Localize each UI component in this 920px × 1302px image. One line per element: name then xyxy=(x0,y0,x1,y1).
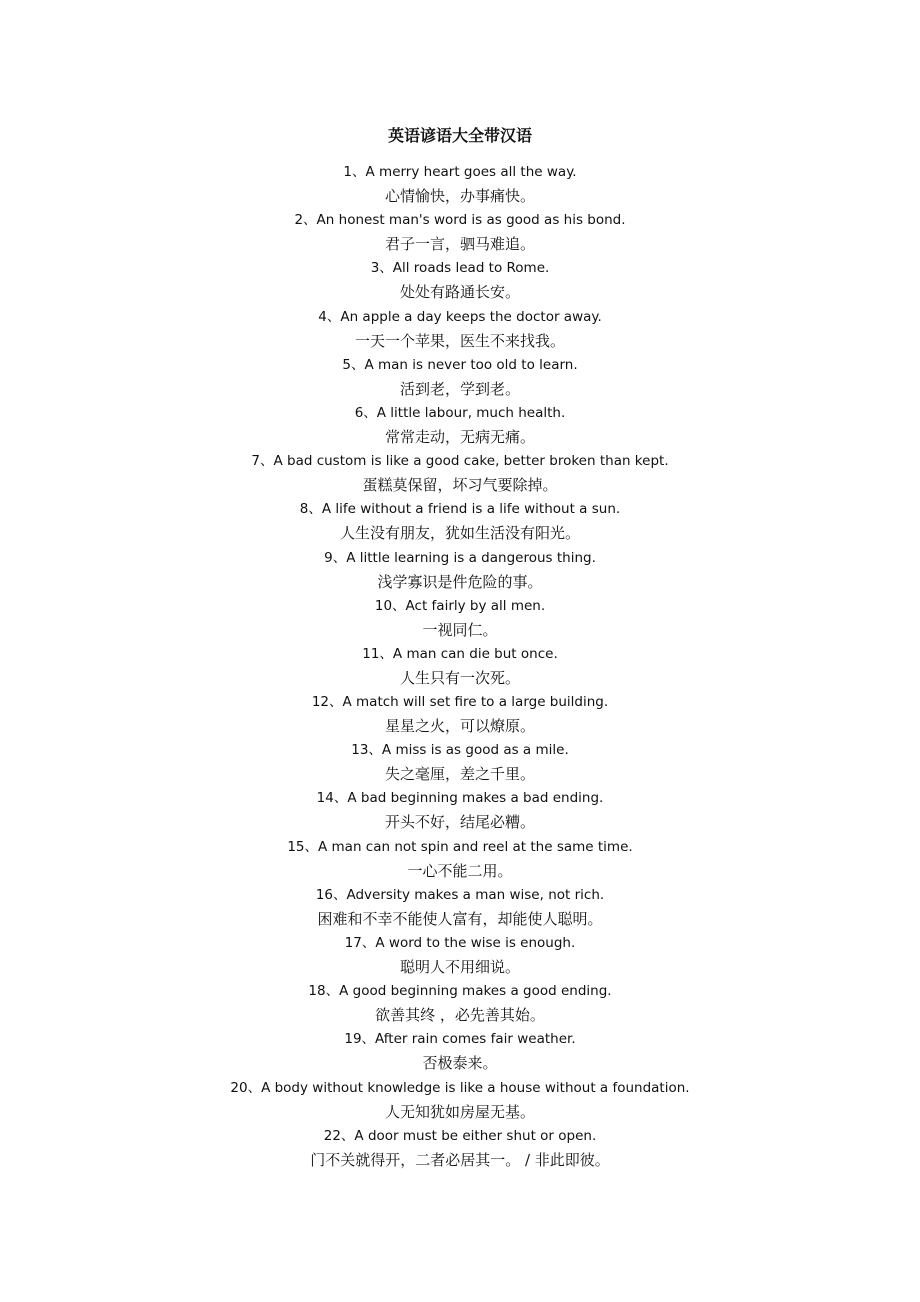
proverb-chinese: 处处有路通长安。 xyxy=(399,283,520,302)
proverb-item xyxy=(0,1076,920,1124)
proverb-chinese: 人生没有朋友，犹如生活没有阳光。 xyxy=(339,524,580,543)
proverb-chinese: 人无知犹如房屋无基。 xyxy=(384,1102,535,1121)
proverb-list xyxy=(0,160,920,1172)
proverb-chinese: 活到老，学到老。 xyxy=(399,379,520,398)
proverb-english: 19、After rain comes fair weather. xyxy=(344,1031,576,1048)
proverb-chinese: 一视同仁。 xyxy=(422,620,498,639)
proverb-item xyxy=(0,690,920,738)
proverb-english: 10、Act fairly by all men. xyxy=(374,597,546,614)
proverb-english: 15、A man can not spin and reel at the same time. xyxy=(287,838,633,855)
proverb-chinese: 星星之火，可以燎原。 xyxy=(384,717,535,736)
proverb-item xyxy=(0,449,920,497)
proverb-chinese: 门不关就得开，二者必居其一。 / 非此即彼。 xyxy=(310,1150,610,1169)
proverb-english: 7、A bad custom is like a good cake, better broken than kept. xyxy=(251,453,669,470)
proverb-item xyxy=(0,883,920,931)
proverb-english: 3、All roads lead to Rome. xyxy=(370,260,550,277)
proverb-item xyxy=(0,642,920,690)
proverb-item xyxy=(0,256,920,304)
proverb-english: 17、A word to the wise is enough. xyxy=(344,935,576,951)
proverb-item xyxy=(0,1027,920,1075)
proverb-chinese: 聪明人不用细说。 xyxy=(399,958,520,976)
proverb-english: 11、A man can die but once. xyxy=(362,645,558,662)
proverb-english: 5、A man is never too old to learn. xyxy=(342,356,578,373)
proverb-chinese: 困难和不幸不能使人富有，却能使人聪明。 xyxy=(317,909,603,928)
proverb-item xyxy=(0,931,920,979)
proverb-english: 9、A little learning is a dangerous thing. xyxy=(324,549,596,566)
proverb-item xyxy=(0,160,920,208)
proverb-english: 1、A merry heart goes all the way. xyxy=(343,164,577,180)
proverb-chinese: 否极泰来。 xyxy=(422,1054,498,1073)
proverb-item xyxy=(0,497,920,545)
proverb-english: 20、A body without knowledge is like a house without a foundation. xyxy=(230,1079,690,1096)
proverb-english: 16、Adversity makes a man wise, not rich. xyxy=(315,886,605,903)
proverb-chinese: 一心不能二用。 xyxy=(407,861,513,880)
proverb-chinese: 常常走动，无病无痛。 xyxy=(384,427,535,446)
proverb-item xyxy=(0,1124,920,1172)
proverb-item xyxy=(0,305,920,353)
proverb-item xyxy=(0,738,920,786)
proverb-item xyxy=(0,594,920,642)
proverb-item xyxy=(0,546,920,594)
proverb-english: 8、A life without a friend is a life without a sun. xyxy=(299,501,621,518)
proverb-chinese: 心情愉快，办事痛快。 xyxy=(384,187,535,205)
proverb-chinese: 人生只有一次死。 xyxy=(399,668,520,687)
document-title: 英语谚语大全带汉语 xyxy=(387,126,532,145)
proverb-english: 4、An apple a day keeps the doctor away. xyxy=(318,308,602,325)
proverb-item xyxy=(0,979,920,1027)
proverb-english: 12、A match will set fire to a large building. xyxy=(311,694,609,711)
proverb-item xyxy=(0,401,920,449)
proverb-item xyxy=(0,835,920,883)
proverb-chinese: 君子一言，驷马难追。 xyxy=(384,235,535,254)
proverb-english: 22、A door must be either shut or open. xyxy=(323,1127,597,1144)
proverb-item xyxy=(0,786,920,834)
proverb-english: 18、A good beginning makes a good ending. xyxy=(308,983,612,1000)
proverb-item xyxy=(0,208,920,256)
proverb-english: 6、A little labour, much health. xyxy=(354,404,566,421)
proverb-english: 13、A miss is as good as a mile. xyxy=(351,742,569,759)
proverb-chinese: 失之毫厘，差之千里。 xyxy=(384,765,535,784)
proverb-chinese: 一天一个苹果，医生不来找我。 xyxy=(354,331,565,350)
proverb-english: 14、A bad beginning makes a bad ending. xyxy=(316,790,604,807)
proverb-chinese: 欲善其终 ，必先善其始。 xyxy=(375,1006,545,1025)
proverb-chinese: 蛋糕莫保留，坏习气要除掉。 xyxy=(362,476,558,495)
proverb-chinese: 开头不好，结尾必糟。 xyxy=(384,813,535,832)
proverb-english: 2、An honest man's word is as good as his bond. xyxy=(294,212,626,229)
proverb-chinese: 浅学寡识是件危险的事。 xyxy=(377,572,543,591)
proverb-item xyxy=(0,353,920,401)
